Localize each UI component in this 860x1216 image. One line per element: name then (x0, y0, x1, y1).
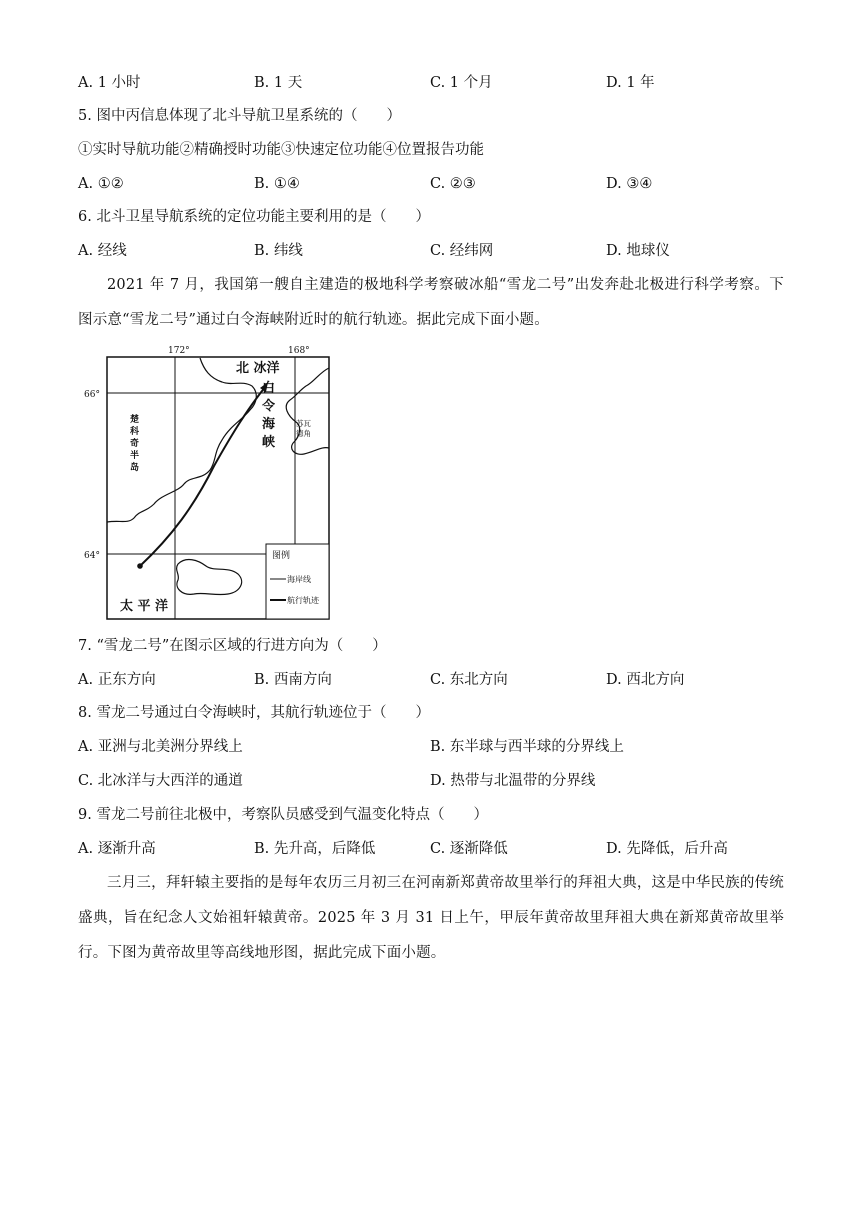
lat-label-64: 64° (84, 551, 100, 561)
q7-option-d: D. 西北方向 (606, 672, 685, 688)
q6-stem: 6. 北斗卫星导航系统的定位功能主要利用的是（ ） (78, 209, 430, 225)
q5-option-d: D. ③④ (606, 176, 653, 192)
legend-coast: 海岸线 (287, 575, 311, 584)
q4-option-b: B. 1 天 (254, 75, 303, 91)
sailing-track (140, 386, 266, 566)
peninsula-char-1: 楚 (130, 415, 140, 425)
q5-option-b: B. ①④ (254, 176, 300, 192)
q6-option-d: D. 地球仪 (606, 243, 670, 259)
peninsula-char-2: 科 (130, 427, 140, 437)
q4-option-d: D. 1 年 (606, 75, 655, 91)
q6-option-c: C. 经纬网 (430, 243, 494, 259)
passage-huangdi: 三月三，拜轩辕主要指的是每年农历三月初三在河南新郑黄帝故里举行的拜祖大典，这是中华民族的传统盛典，旨在纪念人文始祖轩辕黄帝。2025 年 3 月 31 日上午，甲辰年黄帝故里拜祖大典在新郑黄帝故里举行。下图为黄帝故里等高线地形图，据此完成下面小题。 (78, 875, 784, 961)
q7-stem: 7. “雪龙二号”在图示区域的行进方向为（ ） (78, 638, 387, 654)
q8-option-b: B. 东半球与西半球的分界线上 (430, 739, 624, 755)
q9-stem: 9. 雪龙二号前往北极中，考察队员感受到气温变化特点（ ） (78, 807, 488, 823)
q6-option-a: A. 经线 (78, 243, 127, 259)
st-lawrence-island (177, 560, 242, 595)
east-label-line-2: 德角 (296, 429, 311, 438)
q6-option-b: B. 纬线 (254, 243, 303, 259)
lat-label-66: 66° (84, 390, 100, 400)
q8-option-c: C. 北冰洋与大西洋的通道 (78, 773, 243, 789)
alaska-coastline (286, 368, 329, 454)
q8-option-d: D. 热带与北温带的分界线 (430, 773, 596, 789)
q7-option-a: A. 正东方向 (78, 672, 156, 688)
q8-option-a: A. 亚洲与北美洲分界线上 (78, 739, 243, 755)
passage-xuelong: 2021 年 7 月，我国第一艘自主建造的极地科学考察破冰船“雪龙二号”出发奔赴北极进行科学考察。下图示意“雪龙二号”通过白令海峡附近时的航行轨迹。据此完成下面小题。 (78, 277, 784, 328)
q8-stem: 8. 雪龙二号通过白令海峡时，其航行轨迹位于（ ） (78, 705, 430, 721)
legend-title: 图例 (272, 551, 291, 561)
lon-label-172: 172° (168, 346, 190, 356)
arctic-ocean-label: 北 冰洋 (236, 361, 280, 376)
q9-option-b: B. 先升高，后降低 (254, 841, 376, 857)
q5-option-c: C. ②③ (430, 176, 476, 192)
strait-char-2: 令 (262, 399, 276, 414)
east-label-line-1: 苏瓦 (296, 419, 311, 428)
q5-items: ①实时导航功能②精确授时功能③快速定位功能④位置报告功能 (78, 142, 484, 158)
track-start-point (137, 563, 143, 569)
q5-stem: 5. 图中丙信息体现了北斗导航卫星系统的（ ） (78, 108, 401, 124)
strait-char-3: 海 (262, 417, 276, 432)
q9-option-c: C. 逐渐降低 (430, 841, 508, 857)
q5-option-a: A. ①② (78, 176, 124, 192)
bering-strait-map (82, 342, 334, 622)
pacific-ocean-label: 太 平 洋 (120, 599, 169, 614)
legend-track: 航行轨迹 (287, 596, 319, 605)
q4-option-a: A. 1 小时 (78, 75, 141, 91)
peninsula-char-4: 半 (130, 451, 140, 461)
q9-option-d: D. 先降低，后升高 (606, 841, 728, 857)
q7-option-c: C. 东北方向 (430, 672, 508, 688)
q9-option-a: A. 逐渐升高 (78, 841, 156, 857)
lon-label-168: 168° (288, 346, 310, 356)
strait-char-4: 峡 (262, 435, 276, 450)
peninsula-char-3: 奇 (130, 439, 140, 449)
strait-char-1: 白 (262, 381, 276, 396)
q7-option-b: B. 西南方向 (254, 672, 332, 688)
q4-option-c: C. 1 个月 (430, 75, 493, 91)
peninsula-char-5: 岛 (130, 463, 140, 473)
